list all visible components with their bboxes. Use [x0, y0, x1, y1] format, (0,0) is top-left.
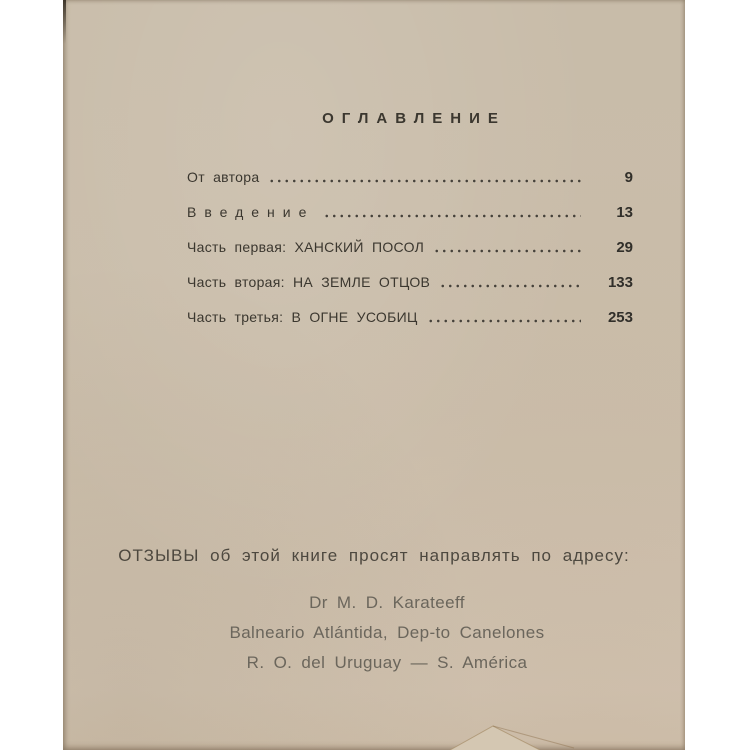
- toc-entry-label: Часть первая: ХАНСКИЙ ПОСОЛ: [187, 238, 425, 255]
- address-block: [76, 588, 698, 678]
- toc-row: [187, 236, 633, 256]
- book-page-paper: [63, 0, 685, 750]
- toc-row: [187, 271, 633, 291]
- toc-entry-label: От автора: [187, 168, 260, 185]
- toc-page-number: 13: [616, 203, 633, 221]
- dot-leader: [433, 249, 581, 253]
- toc-page-number: 253: [607, 308, 633, 326]
- toc-row: [187, 201, 633, 221]
- toc-page-number: 9: [624, 168, 633, 186]
- dot-leader: [323, 214, 581, 218]
- dot-leader: [439, 284, 581, 288]
- page-edge-mark: [63, 0, 66, 44]
- table-of-contents: [187, 166, 633, 341]
- toc-entry-label: Часть вторая: НА ЗЕМЛЕ ОТЦОВ: [187, 273, 431, 290]
- feedback-note: ОТЗЫВЫ об этой книге просят направлять по адресу:: [118, 546, 630, 565]
- dot-leader: [268, 179, 581, 183]
- toc-entry-label: Часть третья: В ОГНЕ УСОБИЦ: [187, 308, 418, 325]
- page-title: ОГЛАВЛЕНИЕ: [322, 110, 506, 127]
- dot-leader: [427, 319, 581, 323]
- address-line: R. O. del Uruguay — S. América: [246, 653, 528, 672]
- page-corner-crease: [448, 720, 588, 750]
- toc-page-number: 29: [616, 238, 633, 256]
- toc-page-number: 133: [607, 273, 633, 291]
- toc-row: [187, 166, 633, 186]
- address-line: Balneario Atlántida, Dep-to Canelones: [229, 623, 545, 642]
- toc-entry-label: Введение: [187, 203, 315, 220]
- toc-row: [187, 306, 633, 326]
- address-line: Dr M. D. Karateeff: [309, 593, 465, 612]
